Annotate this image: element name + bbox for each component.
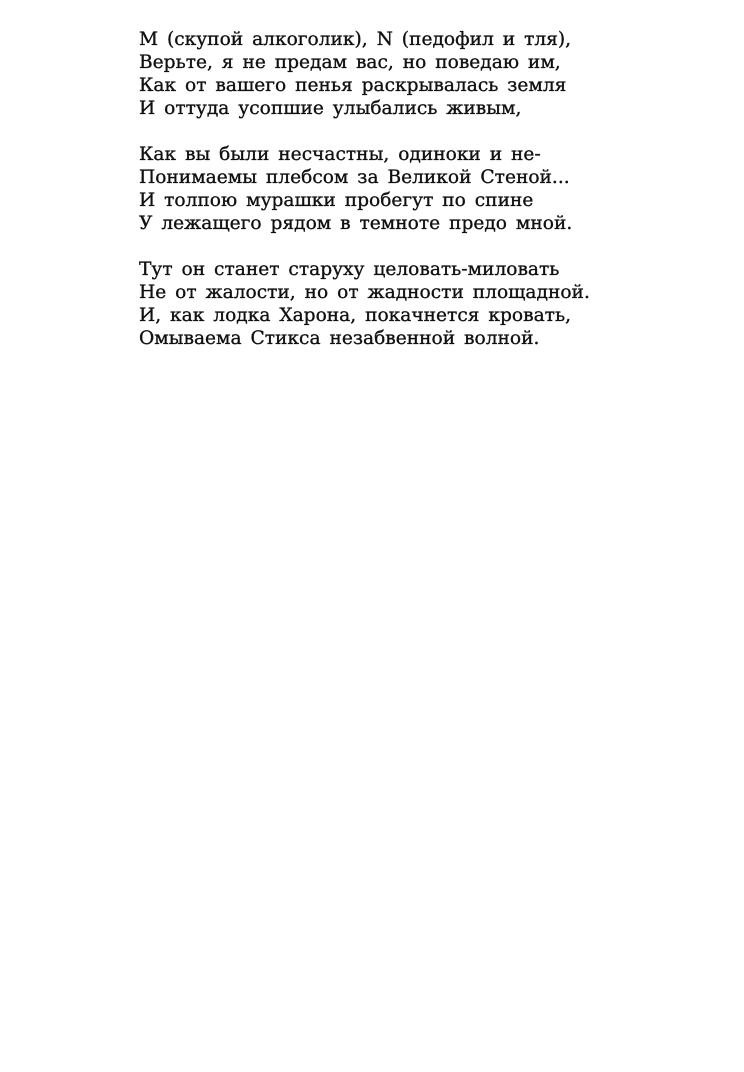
stanza-2 [139, 143, 699, 235]
poem-line: У лежащего рядом в темноте предо мной. [139, 213, 573, 234]
poem-line: Понимаемы плебсом за Великой Стеной... [139, 167, 570, 188]
poem-line: Верьте, я не предам вас, но поведаю им, [139, 52, 561, 73]
poem-line: Тут он станет старуху целовать-миловать [139, 259, 560, 280]
poem-line: Не от жалости, но от жадности площадной. [139, 282, 590, 303]
poem-line: Омываема Стикса незабвенной волной. [139, 328, 540, 349]
poem-line: Как от вашего пенья раскрывалась земля [139, 75, 567, 96]
poem-text [139, 28, 699, 373]
stanza-1 [139, 28, 699, 120]
poem-line: И, как лодка Харона, покачнется кровать, [139, 305, 571, 326]
stanza-3 [139, 258, 699, 350]
poem-line: Как вы были несчастны, одиноки и не- [139, 144, 541, 165]
poem-line: M (скупой алкоголик), N (педофил и тля), [139, 29, 572, 50]
poem-line: И толпою мурашки пробегут по спине [139, 190, 534, 211]
poem-line: И оттуда усопшие улыбались живым, [139, 98, 522, 119]
